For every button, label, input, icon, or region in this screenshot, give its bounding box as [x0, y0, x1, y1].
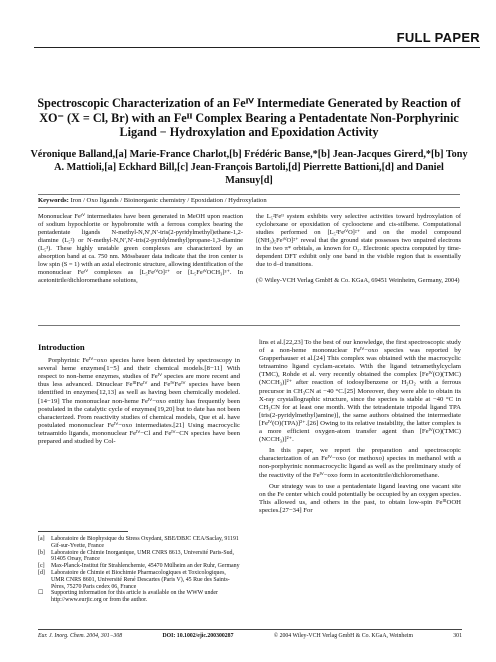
author-list: Véronique Balland,[a] Marie-France Charlot,[b] Frédéric Banse,*[b] Jean-Jacques Girerd,*[b] Tony A. Mattioli,[a] Eckhard Bill,[c] Jean-François Bartoli,[d] Pierrette Battioni,[d] and Daniel Mansuy[d] [30, 149, 468, 186]
abstract-right-text: the L₅²Feᴵᴵ system exhibits very selective activities toward hydroxylation of cyclohexane or epoxidation of cyclooctene and cis-stilbene. Computational studies performed on [L₅²FeᴵⱽO]²⁺ and on the model compound [(NH₃)₅FeᴵⱽO]²⁺ reveal that the ground state possesses two unpaired electrons in the two π* orbitals, as known for O₂. Electronic spectra computed by time-dependent DFT exhibit only one band in the visible region that is essentially due to d–d transitions. [256, 213, 461, 269]
keywords-label: Keywords: [38, 197, 69, 204]
footer-rule [38, 629, 462, 630]
affiliations-rule [38, 531, 128, 532]
intro-paragraph-4: Our strategy was to use a pentadentate ligand leaving one vacant site on the Fe center which could potentially be occupied by an oxygen species. This allowed us, and others in the past, to obtain low-spin FeᴵᴵᴵOOH species.[27−34] For [259, 482, 461, 514]
article-title: Spectroscopic Characterization of an Feᴵⱽ Intermediate Generated by Reaction of XO⁻ (X = Cl, Br) with an Feᴵᴵ Complex Bearing a Pentadentate Non-Porphyrinic Ligand − Hydroxylation and Epoxidation Activity [37, 96, 461, 140]
journal-citation: Eur. J. Inorg. Chem. 2004, 301−308 [38, 633, 123, 639]
abstract-left-text: Mononuclear Feᴵⱽ intermediates have been generated in MeOH upon reaction of sodium hypochlorite or hypobromite with a ferrous complex bearing the pentadentate ligands N-methyl-N,N′,N′-tris(2-pyridylmethyl)ethane-1,2-diamine (L₅²) or N-methyl-N,N′,N′-tris(2-pyridylmethyl)propane-1,3-diamine (L₅³). These highly unstable green complexes are characterized by an absorption band at ca. 750 nm. Mössbauer data indicate that the iron center is low spin (S = 1) with an axial electronic structure, allowing identification of the mononuclear Feᴵⱽ complexes as [L₅FeᴵⱽO]²⁺ or [L₅FeᴵⱽOCH₃]³⁺. In acetonitrile/dichloromethane solutions, [38, 213, 243, 285]
affiliation-item: [c] Max-Planck-Institut für Strahlenchemie, 45470 Mülheim an der Ruhr, Germany [38, 563, 240, 570]
affiliations [38, 536, 240, 604]
intro-paragraph-2: lins et al.[22,23] To the best of our knowledge, the first spectroscopic study of a non-heme mononuclear Feᴵⱽ−oxo species was reported by Grapperhauser et al.[24] This complex was obtained with the macrocyclic tetraamino ligand cyclam-acetato. With the ligand tetramethylcyclam (TMC), Rohde et al. very recently obtained the complex [Feᴵⱽ(O)(TMC)(NCCH₃)]²⁺ after reaction of iodosylbenzene or H₂O₂ with a ferrous precursor in CH₃CN at −40 °C.[25] Moreover, they were able to obtain its X-ray crystallographic structure, since the species is stable at −40 °C in CH₃CN for at least one month. With the tetradentate tripodal ligand TPA [tris(2-pyridylmethyl)amine)], the same authors obtained the intermediate [Feᴵⱽ(O)(TPA)]²⁺.[26] Owing to its relative instability, the latter complex is a more efficient oxygen-atom transfer agent than [Feᴵⱽ(O)(TMC)(NCCH₃)]²⁺. [259, 339, 461, 444]
intro-paragraph-3: In this paper, we report the preparation and spectroscopic characterization of an Feᴵⱽ−oxo (or methoxo) species in methanol with a non-porphyrinic nonmacrocyclic ligand as well as the preliminary study of the reactivity of the Feᴵⱽ−oxo form in acetonitrile/dichloromethane. [259, 447, 461, 479]
page-number: 301 [453, 633, 462, 639]
affiliation-item: [a] Laboratoire de Biophysique du Stress Oxydant, SBE/DBJC CEA/Saclay, 91191 Gif-sur-Yvette, France [38, 536, 239, 549]
intro-paragraph-1: Porphyrinic Feᴵⱽ−oxo species have been detected by spectroscopy in several heme enzymes[1−5] and their chemical models.[8−11] With respect to non-heme enzymes, studies of Feᴵⱽ species are more recent and thus less advanced. Dinuclear FeᴵᴵᴵFeᴵⱽ and FeᴵⱽFeᴵⱽ species have been identified in enzymes[12,13] as well as having been chemically modeled.[14−19] The mononuclear non-heme Feᴵⱽ−oxo entity has frequently been postulated in the catalytic cycle of enzymes[19,20] but to date has not been characterized. From reactivity studies of chemical models, Que et al. have postulated mononuclear Feᴵⱽ−oxo intermediates.[21] Using macrocyclic tetraamido ligands, mononuclear Feᴵⱽ−Cl and Feᴵⱽ−CN species have been prepared and studied by Col- [38, 357, 240, 446]
supporting-info-note: ☐ Supporting information for this article is available on the WWW under http://www.eurjic.org or from the author. [38, 590, 218, 604]
abstract-bottom-rule [38, 325, 460, 326]
header-rule [34, 47, 480, 48]
abstract-copyright: (© Wiley-VCH Verlag GmbH & Co. KGaA, 69451 Weinheim, Germany, 2004) [256, 277, 460, 285]
keywords-top-rule [38, 194, 460, 195]
keywords-text: Iron / Oxo ligands / Bioinorganic chemistry / Epoxidation / Hydroxylation [70, 197, 267, 204]
affiliation-item: [b] Laboratoire de Chimie Inorganique, UMR CNRS 8613, Université Paris-Sud, 91405 Orsay, France [38, 549, 234, 563]
keywords-line [38, 197, 468, 205]
abstract-right-column [256, 213, 461, 285]
affiliation-item: [d] Laboratoire de Chimie et Biochimie Pharmacologiques et Toxicologiques, UMR CNRS 8601, Université René Descartes (Paris V), 45 Rue des Saints-Pères, 75270 Paris cedex 06, France [38, 569, 230, 590]
page-footer [38, 633, 462, 639]
footer-copyright: © 2004 Wiley-VCH Verlag GmbH & Co. KGaA, Weinheim [273, 633, 414, 639]
intro-right-column [259, 339, 461, 515]
intro-left-column [38, 343, 240, 446]
section-label: FULL PAPER [396, 30, 480, 45]
supporting-info-icon: ☐ [38, 590, 44, 597]
intro-heading: Introduction [38, 342, 85, 352]
abstract-left-column [38, 213, 243, 285]
doi: DOI: 10.1002/ejic.200300287 [162, 633, 234, 639]
keywords-bottom-rule [38, 207, 460, 208]
